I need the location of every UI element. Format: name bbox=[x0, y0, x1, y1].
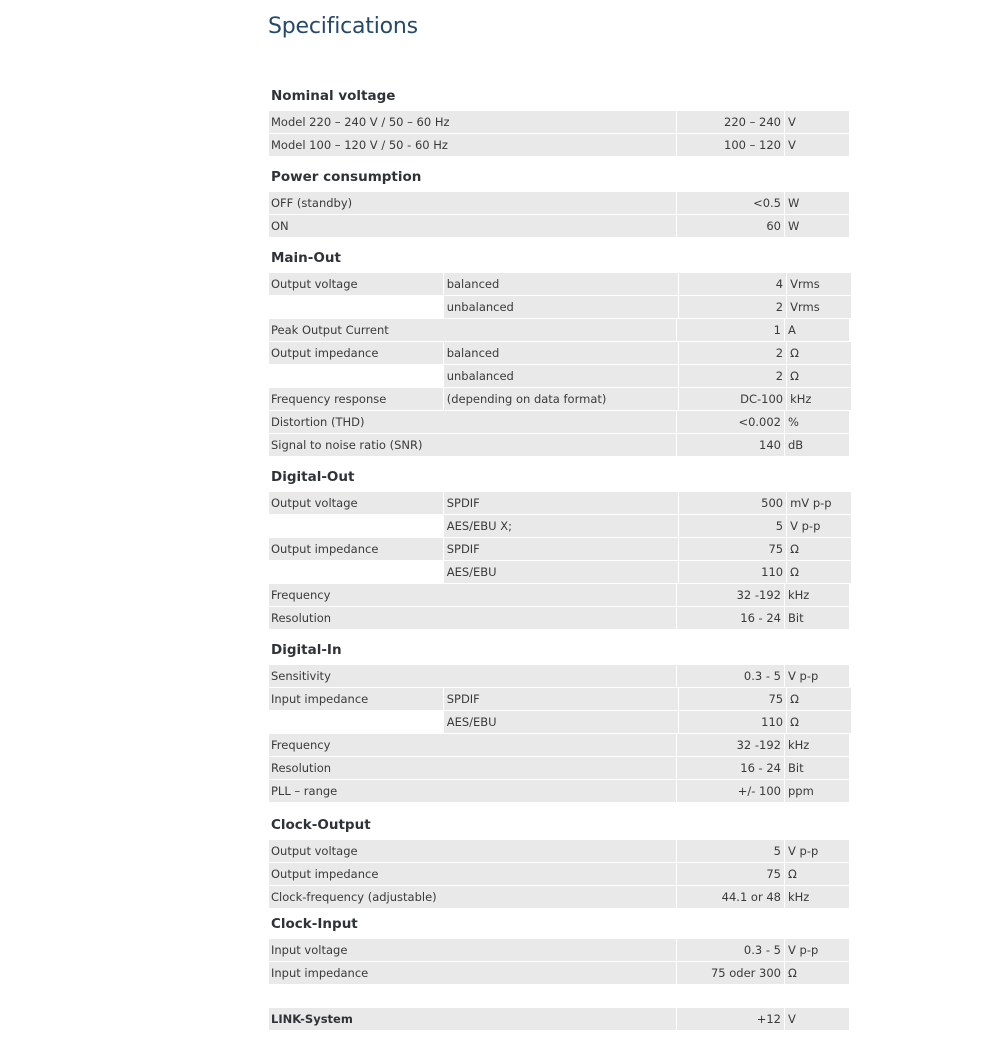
spec-row bbox=[269, 734, 851, 756]
spec-value: 2 bbox=[678, 296, 786, 318]
spec-sublabel: SPDIF bbox=[443, 688, 679, 710]
spec-label: Frequency bbox=[269, 584, 676, 606]
spec-label: OFF (standby) bbox=[269, 192, 676, 214]
spec-label bbox=[269, 296, 443, 318]
spec-unit: % bbox=[784, 411, 849, 433]
section-heading: Main-Out bbox=[271, 250, 341, 266]
spec-label: Output voltage bbox=[269, 273, 443, 295]
spec-unit: ppm bbox=[784, 780, 849, 802]
spec-row bbox=[269, 319, 851, 341]
spec-row bbox=[269, 388, 851, 410]
section-heading: Digital-Out bbox=[271, 469, 355, 485]
spec-label: PLL – range bbox=[269, 780, 676, 802]
spec-value: 140 bbox=[676, 434, 784, 456]
spec-unit: kHz bbox=[784, 886, 849, 908]
spec-sublabel: SPDIF bbox=[443, 492, 679, 514]
spec-unit: V bbox=[784, 134, 849, 156]
spec-value: 110 bbox=[678, 561, 786, 583]
spec-unit: V p-p bbox=[784, 840, 849, 862]
spec-row bbox=[269, 538, 851, 560]
spec-row bbox=[269, 584, 851, 606]
spec-row bbox=[269, 711, 851, 733]
spec-value: 500 bbox=[678, 492, 786, 514]
spec-unit: W bbox=[784, 192, 849, 214]
spec-row bbox=[269, 780, 851, 802]
spec-sublabel: unbalanced bbox=[443, 296, 679, 318]
spec-sublabel: AES/EBU bbox=[443, 711, 679, 733]
spec-label: Frequency response bbox=[269, 388, 443, 410]
spec-row bbox=[269, 561, 851, 583]
spec-value: 16 - 24 bbox=[676, 757, 784, 779]
spec-row bbox=[269, 886, 851, 908]
spec-value: 2 bbox=[678, 342, 786, 364]
spec-unit: Ω bbox=[786, 711, 851, 733]
spec-label: Signal to noise ratio (SNR) bbox=[269, 434, 676, 456]
spec-value: 75 bbox=[678, 688, 786, 710]
spec-value: 5 bbox=[676, 840, 784, 862]
spec-unit: dB bbox=[784, 434, 849, 456]
spec-label bbox=[269, 515, 443, 537]
spec-row bbox=[269, 273, 851, 295]
spec-value: 75 oder 300 bbox=[676, 962, 784, 984]
spec-unit: Bit bbox=[784, 757, 849, 779]
spec-unit: kHz bbox=[784, 584, 849, 606]
spec-value: 75 bbox=[678, 538, 786, 560]
spec-row bbox=[269, 939, 851, 961]
spec-sublabel: unbalanced bbox=[443, 365, 679, 387]
spec-label: Input impedance bbox=[269, 962, 676, 984]
section-heading: Nominal voltage bbox=[271, 88, 396, 104]
spec-row bbox=[269, 192, 851, 214]
spec-label: Model 220 – 240 V / 50 – 60 Hz bbox=[269, 111, 676, 133]
spec-unit: V bbox=[784, 111, 849, 133]
spec-value: DC-100 bbox=[678, 388, 786, 410]
spec-unit: Vrms bbox=[786, 296, 851, 318]
spec-sublabel: AES/EBU bbox=[443, 561, 679, 583]
spec-sublabel: balanced bbox=[443, 273, 679, 295]
spec-row bbox=[269, 840, 851, 862]
spec-unit: Ω bbox=[784, 863, 849, 885]
spec-unit: Ω bbox=[786, 561, 851, 583]
link-system-row bbox=[269, 1008, 851, 1030]
spec-unit: Ω bbox=[786, 538, 851, 560]
spec-unit: mV p-p bbox=[786, 492, 851, 514]
spec-label: Sensitivity bbox=[269, 665, 676, 687]
section-heading: Power consumption bbox=[271, 169, 422, 185]
spec-row bbox=[269, 962, 851, 984]
spec-value: 2 bbox=[678, 365, 786, 387]
spec-value: +/- 100 bbox=[676, 780, 784, 802]
spec-unit: A bbox=[784, 319, 849, 341]
spec-unit: Ω bbox=[784, 962, 849, 984]
spec-label: Peak Output Current bbox=[269, 319, 676, 341]
spec-unit: V p-p bbox=[786, 515, 851, 537]
spec-sublabel: AES/EBU X; bbox=[443, 515, 679, 537]
spec-value: 5 bbox=[678, 515, 786, 537]
spec-row bbox=[269, 863, 851, 885]
spec-label: Clock-frequency (adjustable) bbox=[269, 886, 676, 908]
page-title: Specifications bbox=[268, 14, 418, 39]
spec-row bbox=[269, 134, 851, 156]
spec-label bbox=[269, 365, 443, 387]
spec-value: 1 bbox=[676, 319, 784, 341]
spec-label: Resolution bbox=[269, 757, 676, 779]
spec-label bbox=[269, 711, 443, 733]
spec-unit: Ω bbox=[786, 688, 851, 710]
spacer bbox=[269, 985, 851, 1008]
spec-sublabel: (depending on data format) bbox=[443, 388, 679, 410]
spec-sublabel: balanced bbox=[443, 342, 679, 364]
spec-value: 75 bbox=[676, 863, 784, 885]
spec-row bbox=[269, 365, 851, 387]
spec-label: Model 100 – 120 V / 50 - 60 Hz bbox=[269, 134, 676, 156]
spec-row bbox=[269, 757, 851, 779]
spec-value: <0.5 bbox=[676, 192, 784, 214]
spec-label: Input impedance bbox=[269, 688, 443, 710]
spec-unit: Ω bbox=[786, 342, 851, 364]
spec-row bbox=[269, 515, 851, 537]
spec-value: 16 - 24 bbox=[676, 607, 784, 629]
spec-unit: kHz bbox=[784, 734, 849, 756]
spec-row bbox=[269, 607, 851, 629]
spec-unit: Bit bbox=[784, 607, 849, 629]
spec-label: Output voltage bbox=[269, 492, 443, 514]
spec-row bbox=[269, 434, 851, 456]
spec-unit: V p-p bbox=[784, 665, 849, 687]
link-system-unit: V bbox=[784, 1008, 849, 1030]
spec-value: <0.002 bbox=[676, 411, 784, 433]
spec-label: Output voltage bbox=[269, 840, 676, 862]
spec-row bbox=[269, 215, 851, 237]
spec-value: 100 – 120 bbox=[676, 134, 784, 156]
section-heading: Digital-In bbox=[271, 642, 342, 658]
spec-value: 60 bbox=[676, 215, 784, 237]
spec-label: Distortion (THD) bbox=[269, 411, 676, 433]
spec-label: Output impedance bbox=[269, 538, 443, 560]
spec-row bbox=[269, 111, 851, 133]
specifications-table bbox=[269, 81, 851, 1031]
spec-unit: V p-p bbox=[784, 939, 849, 961]
spec-label: Input voltage bbox=[269, 939, 676, 961]
spec-label: Output impedance bbox=[269, 863, 676, 885]
spec-unit: W bbox=[784, 215, 849, 237]
spec-label: Frequency bbox=[269, 734, 676, 756]
spec-value: 220 – 240 bbox=[676, 111, 784, 133]
spec-row bbox=[269, 342, 851, 364]
spec-row bbox=[269, 492, 851, 514]
spec-value: 32 -192 bbox=[676, 734, 784, 756]
spec-unit: Vrms bbox=[786, 273, 851, 295]
spec-unit: Ω bbox=[786, 365, 851, 387]
spec-row bbox=[269, 411, 851, 433]
spec-sublabel: SPDIF bbox=[443, 538, 679, 560]
link-system-value: +12 bbox=[676, 1008, 784, 1030]
spec-unit: kHz bbox=[786, 388, 851, 410]
spec-label: ON bbox=[269, 215, 676, 237]
spec-label: Output impedance bbox=[269, 342, 443, 364]
spec-value: 0.3 - 5 bbox=[676, 665, 784, 687]
link-system-label: LINK-System bbox=[269, 1008, 676, 1030]
spec-row bbox=[269, 665, 851, 687]
spec-value: 110 bbox=[678, 711, 786, 733]
spec-label: Resolution bbox=[269, 607, 676, 629]
spec-row bbox=[269, 296, 851, 318]
spec-row bbox=[269, 688, 851, 710]
spec-value: 44.1 or 48 bbox=[676, 886, 784, 908]
spec-value: 32 -192 bbox=[676, 584, 784, 606]
spec-label bbox=[269, 561, 443, 583]
section-heading: Clock-Input bbox=[271, 916, 358, 932]
spec-value: 0.3 - 5 bbox=[676, 939, 784, 961]
section-heading: Clock-Output bbox=[271, 817, 371, 833]
spec-value: 4 bbox=[678, 273, 786, 295]
